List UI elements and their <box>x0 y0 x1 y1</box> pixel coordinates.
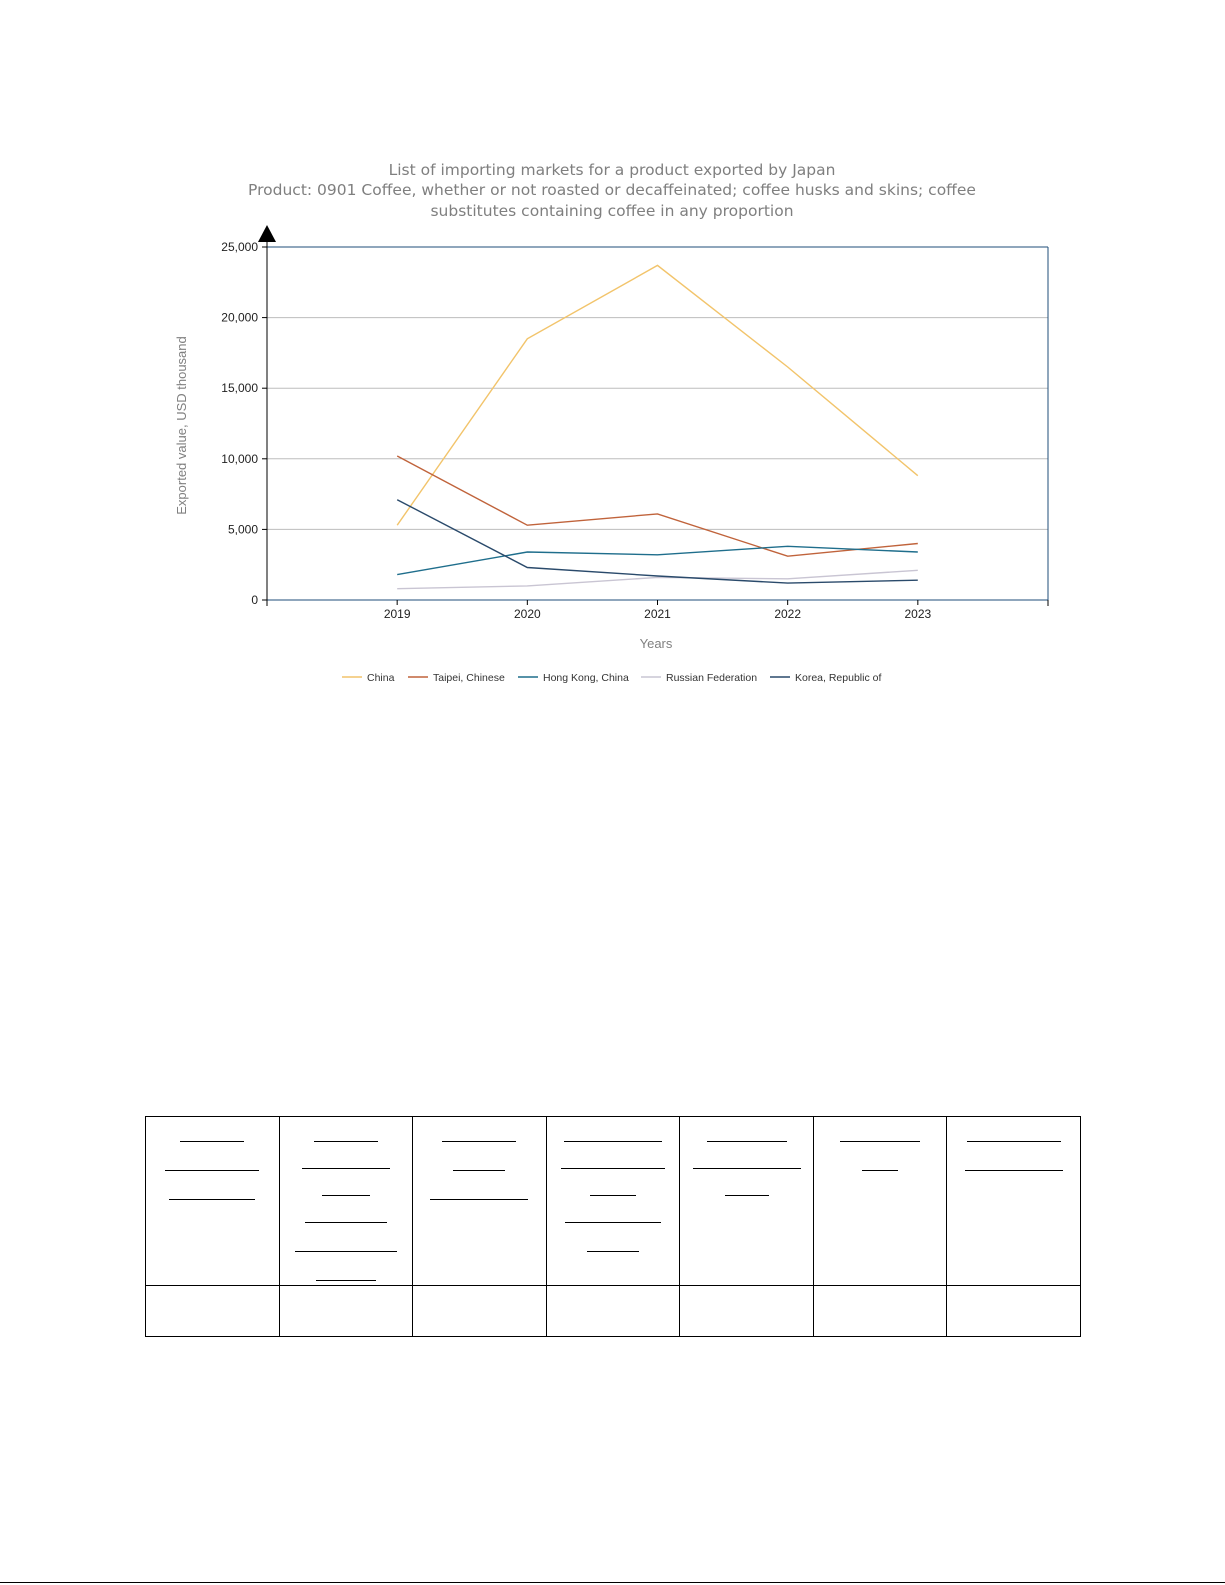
line-chart <box>0 0 1225 720</box>
table-cell <box>146 1286 280 1337</box>
x-tick-label: 2020 <box>513 607 541 621</box>
chart-title-line: substitutes containing coffee in any proportion <box>430 202 794 220</box>
series-line-china <box>397 265 918 525</box>
legend-label-hong-kong-china: Hong Kong, China <box>543 672 629 684</box>
blank-form-table <box>145 1116 1081 1337</box>
table-cell <box>279 1117 413 1286</box>
chart-title <box>248 161 976 220</box>
y-tick-label: 25,000 <box>221 240 258 254</box>
x-tick-label: 2023 <box>904 607 932 621</box>
chart-title-line: List of importing markets for a product exported by Japan <box>388 161 836 179</box>
legend-label-china: China <box>367 672 395 684</box>
legend-label-korea-republic-of: Korea, Republic of <box>795 672 882 684</box>
table-cell <box>546 1117 680 1286</box>
table-cell <box>413 1286 547 1337</box>
y-tick-label: 20,000 <box>221 310 258 325</box>
table-row <box>146 1286 1081 1337</box>
series-line-russian-federation <box>397 570 918 588</box>
legend-label-russian-federation: Russian Federation <box>666 672 758 684</box>
table-cell <box>680 1117 814 1286</box>
table-cell <box>947 1117 1081 1286</box>
y-tick-label: 15,000 <box>221 381 258 396</box>
page-bottom-rule <box>0 1582 1225 1583</box>
legend-label-taipei-chinese: Taipei, Chinese <box>433 672 505 684</box>
table-cell <box>146 1117 280 1286</box>
chart-ticks <box>221 240 931 621</box>
chart-legend <box>342 672 881 684</box>
table-cell <box>279 1286 413 1337</box>
x-tick-label: 2019 <box>383 607 411 621</box>
chart-title-line: Product: 0901 Coffee, whether or not roasted or decaffeinated; coffee husks and skins; coffee <box>248 181 976 199</box>
table-cell <box>680 1286 814 1337</box>
table-cell <box>813 1117 947 1286</box>
chart-axes <box>174 225 1048 651</box>
chart-series <box>397 265 918 588</box>
x-tick-label: 2021 <box>644 607 671 621</box>
y-tick-label: 10,000 <box>221 451 258 466</box>
x-axis-title: Years <box>639 636 673 651</box>
table-cell <box>546 1286 680 1337</box>
table-header-row <box>146 1117 1081 1286</box>
y-axis-title: Exported value, USD thousand <box>174 336 189 515</box>
x-tick-label: 2022 <box>774 607 802 621</box>
y-axis-arrow-icon <box>258 225 276 242</box>
y-tick-label: 5,000 <box>227 522 258 537</box>
y-tick-label: 0 <box>251 593 258 607</box>
chart-gridlines <box>267 318 1048 530</box>
table-cell <box>947 1286 1081 1337</box>
table-cell <box>413 1117 547 1286</box>
table-cell <box>813 1286 947 1337</box>
series-line-korea-republic-of <box>397 500 918 583</box>
